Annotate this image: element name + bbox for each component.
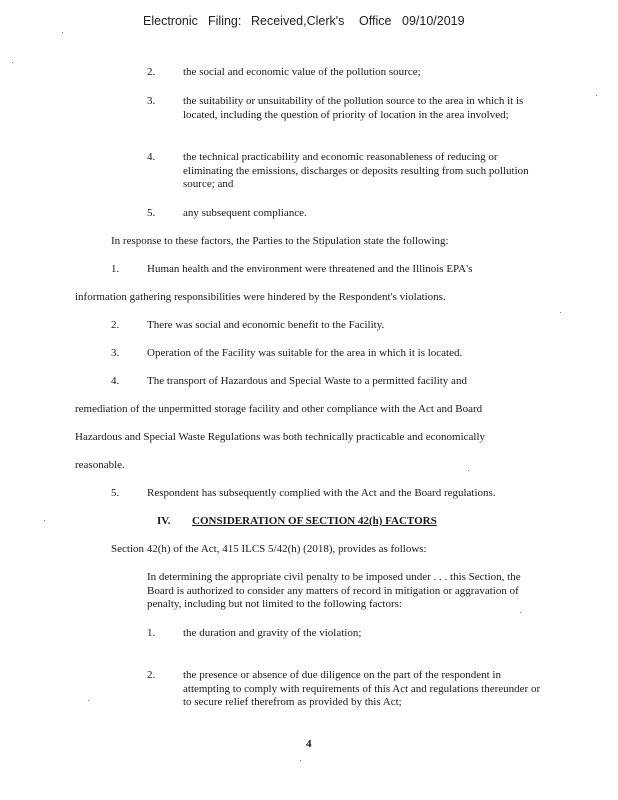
- item-number: 3.: [147, 95, 156, 107]
- header-office: Office: [359, 14, 392, 28]
- response-1-line-1: Human health and the environment were threatened and the Illinois EPA's: [147, 263, 473, 275]
- response-1-number: 1.: [111, 263, 120, 275]
- item-text: any subsequent compliance.: [183, 207, 307, 219]
- scan-speck: [62, 32, 63, 33]
- section-number: IV.: [157, 515, 171, 527]
- response-4-line-3: Hazardous and Special Waste Regulations was both technically practicable and economically: [75, 431, 486, 443]
- item-number: 1.: [147, 627, 156, 639]
- scan-speck: [520, 612, 521, 613]
- response-4-line-2: remediation of the unpermitted storage facility and other compliance with the Act and Board: [75, 403, 483, 415]
- item-text: the social and economic value of the pollution source;: [183, 66, 421, 78]
- item-text: the duration and gravity of the violation;: [183, 627, 362, 639]
- section-title: CONSIDERATION OF SECTION 42(h) FACTORS: [192, 515, 437, 527]
- item-number: 2.: [147, 669, 156, 681]
- response-4-line-1: The transport of Hazardous and Special Waste to a permitted facility and: [147, 375, 467, 387]
- response-1-line-2: information gathering responsibilities were hindered by the Respondent's violations.: [75, 291, 446, 303]
- scan-speck: [44, 520, 45, 521]
- header-received: Received,Clerk's: [251, 14, 345, 28]
- scan-speck: [88, 700, 89, 701]
- scan-speck: [300, 760, 301, 761]
- item-text: the presence or absence of due diligence on the part of the respondent in attempting to comply with requirements of this Act and regulations thereunder or to secure relief therefrom as provided by this Act;: [183, 669, 541, 708]
- response-2-number: 2.: [111, 319, 120, 331]
- item-text: the technical practicability and economic reasonableness of reducing or eliminating the emissions, discharges or deposits resulting from such pollution source; and: [183, 151, 529, 190]
- scan-speck: [150, 290, 151, 291]
- item-text: the suitability or unsuitability of the pollution source to the area in which it is located, including the question of priority of location in the area involved;: [183, 95, 524, 121]
- scan-speck: [596, 95, 597, 96]
- response-5-text: Respondent has subsequently complied with the Act and the Board regulations.: [147, 487, 496, 499]
- scan-speck: [560, 312, 561, 313]
- scan-speck: [12, 62, 13, 63]
- response-4-line-4: reasonable.: [75, 459, 125, 471]
- page-number: 4: [306, 738, 312, 750]
- response-2-text: There was social and economic benefit to the Facility.: [147, 319, 385, 331]
- item-number: 5.: [147, 207, 156, 219]
- response-4-number: 4.: [111, 375, 120, 387]
- scan-speck: [468, 470, 469, 471]
- section-intro: Section 42(h) of the Act, 415 ILCS 5/42(h) (2018), provides as follows:: [111, 543, 427, 555]
- header-date: 09/10/2019: [402, 14, 465, 28]
- header-electronic: Electronic: [143, 14, 198, 28]
- item-number: 2.: [147, 66, 156, 78]
- response-3-number: 3.: [111, 347, 120, 359]
- item-number: 4.: [147, 151, 156, 163]
- response-intro: In response to these factors, the Parties to the Stipulation state the following:: [111, 235, 449, 247]
- header-filing: Filing:: [208, 14, 242, 28]
- statute-quote: In determining the appropriate civil penalty to be imposed under . . . this Section, the Board is authorized to consider any matters of record in mitigation or aggravation of penalty, including but not limited to the following factors:: [147, 571, 521, 610]
- response-5-number: 5.: [111, 487, 120, 499]
- response-3-text: Operation of the Facility was suitable for the area in which it is located.: [147, 347, 463, 359]
